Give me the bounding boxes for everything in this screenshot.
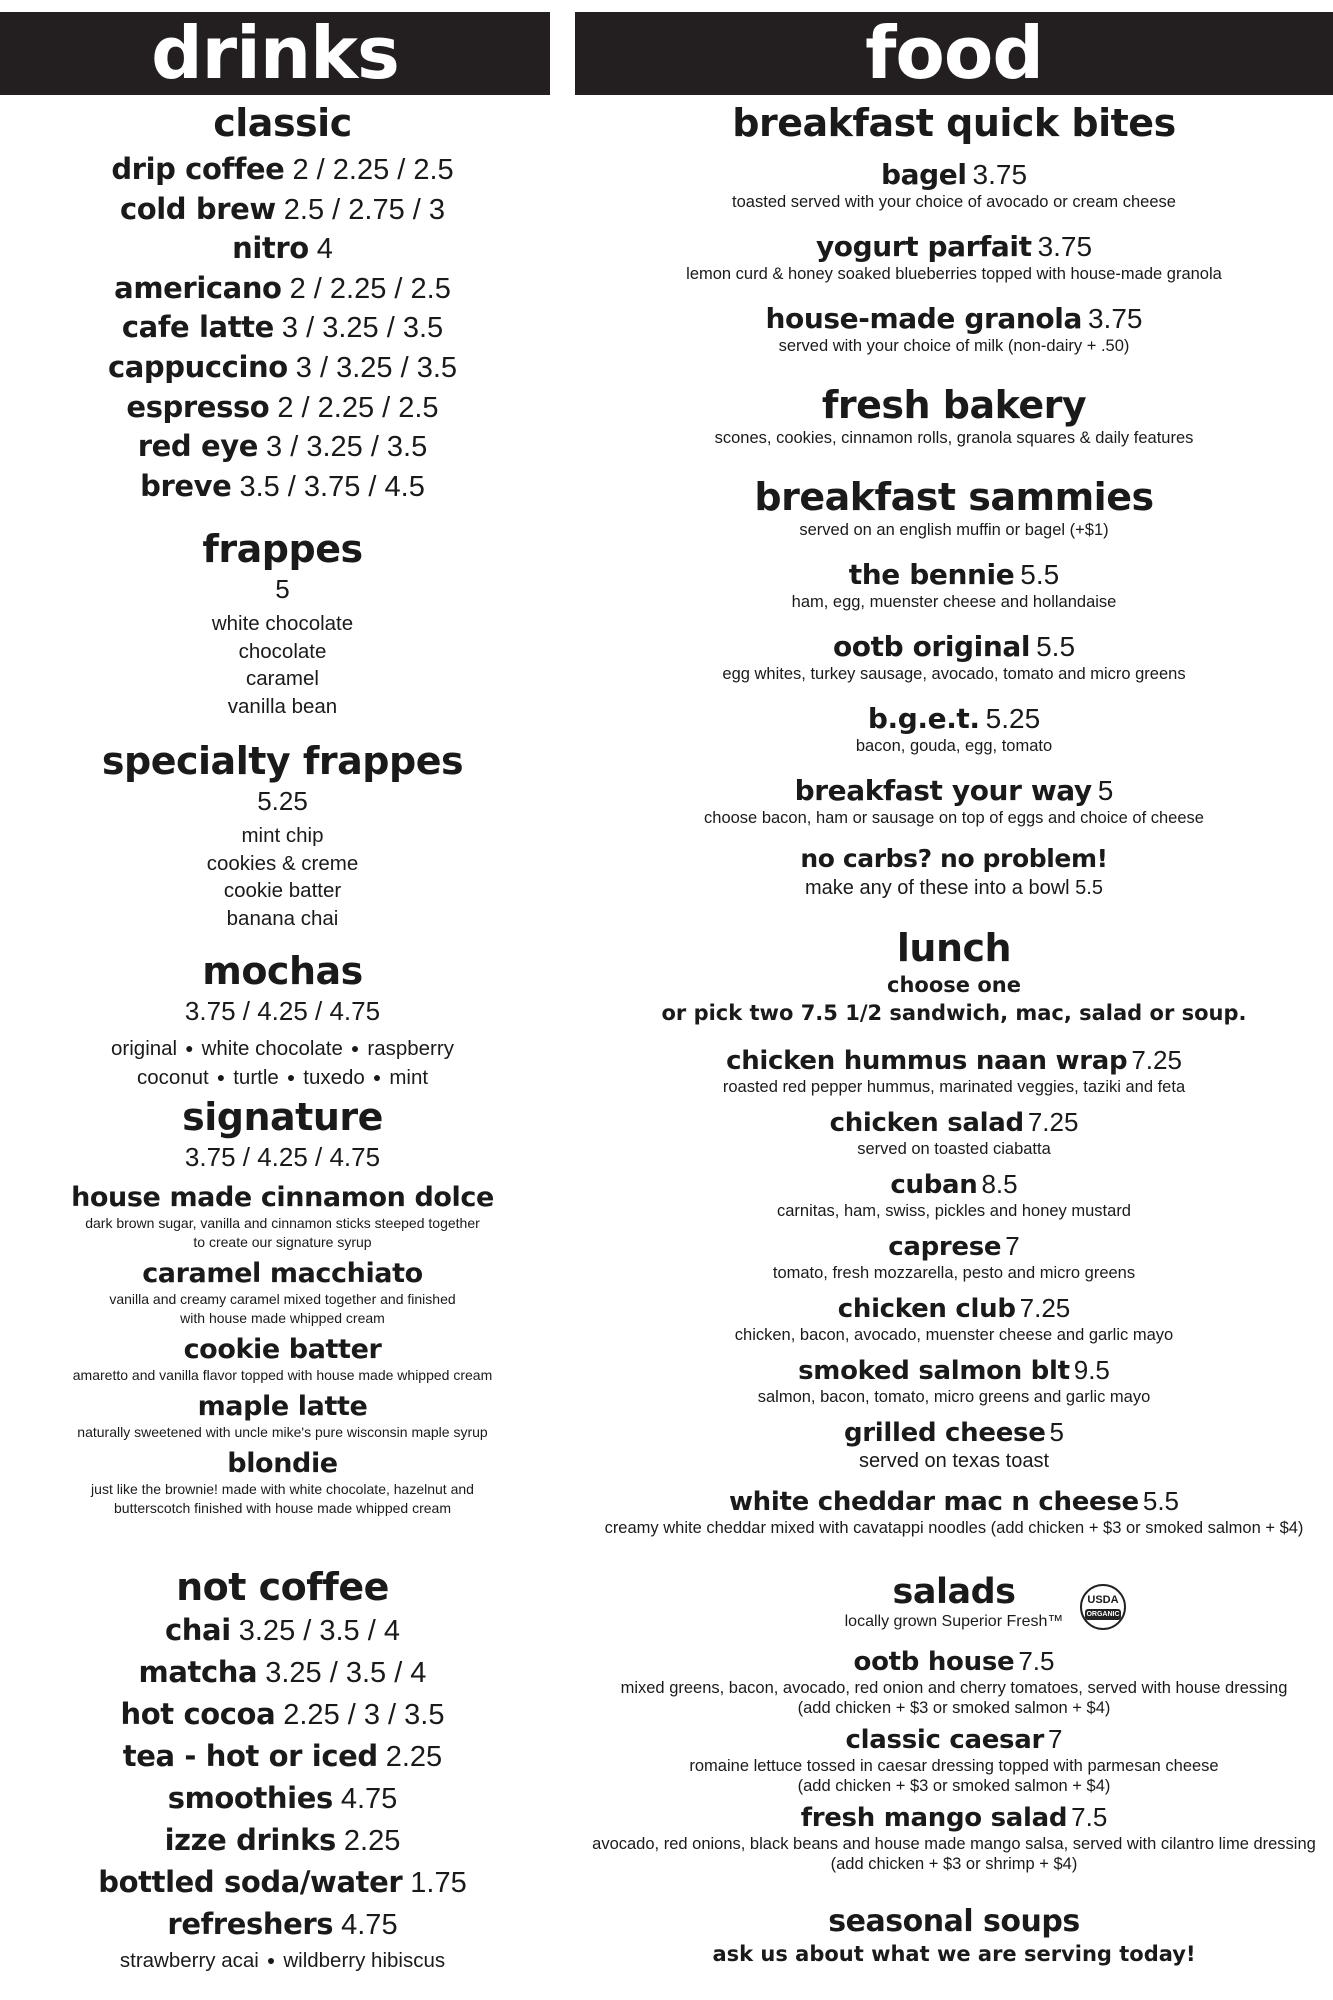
flavor: caramel [246, 667, 319, 691]
menu-item: bottled soda/water 1.75 [98, 1865, 467, 1900]
menu-item: chai 3.25 / 3.5 / 4 [165, 1613, 400, 1648]
signature-item: blondie just like the brownie! made with white chocolate, hazelnut and butterscotch finished with house made whipped cream [91, 1448, 474, 1517]
salads-title: salads [892, 1572, 1016, 1612]
menu-item: cold brew 2.5 / 2.75 / 3 [119, 191, 446, 226]
menu-item: cafe latte 3 / 3.25 / 3.5 [121, 310, 444, 345]
menu-item: cappuccino 3 / 3.25 / 3.5 [107, 349, 458, 384]
lunch-sub-2: or pick two 7.5 1/2 sandwich, mac, salad or soup. [661, 1001, 1247, 1025]
food-item: smoked salmon blt 9.5 salmon, bacon, tomato, micro greens and garlic mayo [757, 1355, 1151, 1406]
signature-item: maple latte naturally sweetened with uncle mike's pure wisconsin maple syrup [77, 1391, 488, 1441]
menu-item: izze drinks 2.25 [164, 1823, 401, 1858]
mochas-price: 3.75 / 4.25 / 4.75 [184, 996, 381, 1027]
classic-list [0, 150, 565, 506]
signature-item: house made cinnamon dolce dark brown sugar, vanilla and cinnamon sticks steeped together to create our signature syrup [71, 1182, 494, 1251]
bakery-desc: scones, cookies, cinnamon rolls, granola squares & daily features [714, 429, 1194, 447]
flavor: banana chai [226, 906, 339, 930]
soups-subtitle: ask us about what we are serving today! [712, 1942, 1196, 1966]
signature-item: caramel macchiato vanilla and creamy caramel mixed together and finished with house made whipped cream [109, 1258, 456, 1327]
food-item: bagel 3.75 toasted served with your choice of avocado or cream cheese [732, 158, 1176, 211]
food-header: food [575, 12, 1333, 95]
menu-item: matcha 3.25 / 3.5 / 4 [138, 1655, 427, 1690]
menu-item: nitro 4 [232, 231, 333, 266]
menu-item: refreshers 4.75 [167, 1907, 398, 1942]
signature-item: cookie batter amaretto and vanilla flavor topped with house made whipped cream [72, 1334, 493, 1384]
menu-item: smoothies 4.75 [167, 1781, 398, 1816]
not-coffee-title: not coffee [176, 1565, 389, 1610]
food-item: fresh mango salad 7.5 avocado, red onions, black beans and house made mango salsa, served with cilantro lime dressing (add chicken + $3 or shrimp + $4) [592, 1802, 1316, 1873]
menu-item: hot cocoa 2.25 / 3 / 3.5 [120, 1697, 445, 1732]
mochas-title: mochas [202, 949, 363, 994]
food-item: classic caesar 7 romaine lettuce tossed in caesar dressing topped with parmesan cheese (add chicken + $3 or smoked salmon + $4) [689, 1724, 1219, 1795]
sammies-subtitle: served on an english muffin or bagel (+$1) [799, 521, 1109, 539]
drinks-column [0, 100, 565, 1975]
flavor: vanilla bean [227, 694, 338, 718]
food-column [575, 100, 1333, 1968]
drinks-header: drinks [0, 12, 550, 95]
frappes-title: frappes [202, 527, 363, 572]
food-item: chicken club 7.25 chicken, bacon, avocado, muenster cheese and garlic mayo [734, 1293, 1174, 1344]
classic-title: classic [213, 101, 352, 145]
flavor: mint chip [241, 824, 324, 848]
specialty-frappes-price: 5.25 [257, 786, 308, 817]
mocha-flavors-row: coconut ● turtle ● tuxedo ● mint [136, 1066, 429, 1090]
mocha-flavors-row: original ● white chocolate ● raspberry [111, 1037, 454, 1061]
bakery-title: fresh bakery [821, 383, 1087, 427]
menu-item: drip coffee 2 / 2.25 / 2.5 [111, 152, 454, 186]
menu-item: espresso 2 / 2.25 / 2.5 [126, 389, 439, 424]
flavor: white chocolate [211, 612, 354, 636]
quick-bites-title: breakfast quick bites [732, 101, 1176, 145]
nocarb-desc: make any of these into a bowl 5.5 [805, 877, 1103, 899]
menu-item: tea - hot or iced 2.25 [122, 1739, 443, 1774]
food-item: chicken salad 7.25 served on toasted ciabatta [829, 1107, 1079, 1158]
food-item: white cheddar mac n cheese 5.5 creamy white cheddar mixed with cavatappi noodles (add chicken + $3 or smoked salmon + $4) [604, 1486, 1304, 1537]
signature-price: 3.75 / 4.25 / 4.75 [184, 1142, 381, 1173]
lunch-title: lunch [896, 926, 1012, 970]
food-item: chicken hummus naan wrap 7.25 roasted red pepper hummus, marinated veggies, taziki and feta [722, 1045, 1186, 1096]
flavor: cookie batter [223, 879, 342, 903]
soups-title: seasonal soups [828, 1904, 1080, 1939]
flavor: cookies & creme [206, 851, 359, 875]
refresher-flavors: strawberry acai ● wildberry hibiscus [119, 1949, 446, 1973]
food-item: ootb original 5.5 egg whites, turkey sausage, avocado, tomato and micro greens [722, 630, 1186, 683]
food-item: cuban 8.5 carnitas, ham, swiss, pickles and honey mustard [777, 1169, 1131, 1220]
food-item: house-made granola 3.75 served with your choice of milk (non-dairy + .50) [765, 302, 1143, 355]
food-item: grilled cheese 5 served on texas toast [843, 1417, 1065, 1472]
food-item: b.g.e.t. 5.25 bacon, gouda, egg, tomato [855, 702, 1053, 755]
salads-subtitle: locally grown Superior Fresh™ [844, 1613, 1064, 1630]
frappes-price: 5 [275, 574, 290, 605]
sammies-title: breakfast sammies [754, 475, 1154, 519]
food-item: breakfast your way 5 choose bacon, ham or sausage on top of eggs and choice of cheese [704, 774, 1204, 827]
menu-item: breve 3.5 / 3.75 / 4.5 [140, 468, 425, 503]
flavor: chocolate [238, 639, 327, 663]
nocarb-title: no carbs? no problem! [800, 844, 1108, 873]
food-item: caprese 7 tomato, fresh mozzarella, pesto and micro greens [772, 1231, 1136, 1282]
specialty-frappes-title: specialty frappes [101, 739, 464, 784]
food-item: yogurt parfait 3.75 lemon curd & honey soaked blueberries topped with house-made granola [686, 230, 1222, 283]
food-item: the bennie 5.5 ham, egg, muenster cheese and hollandaise [791, 558, 1117, 611]
lunch-sub-1: choose one [887, 973, 1021, 997]
menu-item: red eye 3 / 3.25 / 3.5 [137, 429, 428, 464]
menu-item: americano 2 / 2.25 / 2.5 [114, 270, 451, 305]
signature-title: signature [182, 1095, 383, 1140]
usda-organic-badge-icon: USDA ORGANIC [1080, 1584, 1126, 1630]
food-item: ootb house 7.5 mixed greens, bacon, avocado, red onion and cherry tomatoes, served with house dressing (add chicken + $3 or smoked salmon + $4) [620, 1646, 1288, 1717]
